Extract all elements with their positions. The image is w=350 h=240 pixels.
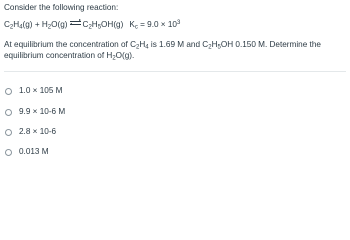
prompt-text-4: H <box>211 40 218 49</box>
prompt-text-5: OH 0.150 M. Determine the <box>220 40 321 49</box>
reactant1-h: H <box>13 20 20 29</box>
kc-sub: c <box>134 24 138 31</box>
answer-option-1[interactable] <box>5 85 62 97</box>
prompt-line2-tail: O(g). <box>115 51 135 60</box>
answer-divider <box>4 71 346 72</box>
reactant1-sub-c: 2 <box>9 24 14 31</box>
product-tail: OH(g) <box>101 20 124 29</box>
product-sub-h: 5 <box>97 24 102 31</box>
prompt-sub-3: 2 <box>208 44 212 51</box>
prompt-text-1: At equilibrium the concentration of C <box>4 40 136 49</box>
kc-exponent: 3 <box>176 20 181 26</box>
radio-button-3[interactable] <box>5 129 12 136</box>
equilibrium-arrows-icon <box>70 20 81 26</box>
question-prompt-line1 <box>4 40 321 50</box>
reactant2-tail: O(g) <box>51 20 68 29</box>
prompt-text-2: H <box>139 40 146 49</box>
radio-button-1[interactable] <box>5 88 12 95</box>
kc-label: K <box>129 20 135 29</box>
prompt-line2-sub: 2 <box>112 55 116 62</box>
question-intro: Consider the following reaction: <box>4 3 119 12</box>
answer-option-label: 2.8 × 10-6 <box>19 127 57 136</box>
prompt-sub-4: 5 <box>217 44 221 51</box>
product-h: H <box>91 20 98 29</box>
radio-button-2[interactable] <box>5 109 12 116</box>
answer-option-3[interactable] <box>5 126 56 138</box>
prompt-text-3: is 1.69 M and C <box>148 40 209 49</box>
answer-option-label: 1.0 × 105 M <box>19 86 63 95</box>
answer-option-2[interactable] <box>5 106 65 118</box>
question-prompt-line2 <box>4 51 134 61</box>
answer-option-label: 0.013 M <box>19 147 49 156</box>
radio-button-4[interactable] <box>5 149 12 156</box>
reaction-equation <box>4 20 180 30</box>
reactant1-c: C <box>4 20 10 29</box>
prompt-sub-1: 2 <box>135 44 140 51</box>
answer-option-label: 9.9 × 10-6 M <box>19 107 66 116</box>
prompt-line2-text: equilibrium concentration of H <box>4 51 113 60</box>
reactant1-sub-h: 4 <box>19 24 23 31</box>
product-c: C <box>82 20 89 29</box>
prompt-sub-2: 4 <box>145 44 149 51</box>
kc-value: = 9.0 × 10 <box>137 20 177 29</box>
reactant2-sub-h: 2 <box>47 24 52 31</box>
reactant1-state: (g) + H <box>22 20 48 29</box>
product-sub-c: 2 <box>88 24 92 31</box>
answer-option-4[interactable] <box>5 146 49 158</box>
